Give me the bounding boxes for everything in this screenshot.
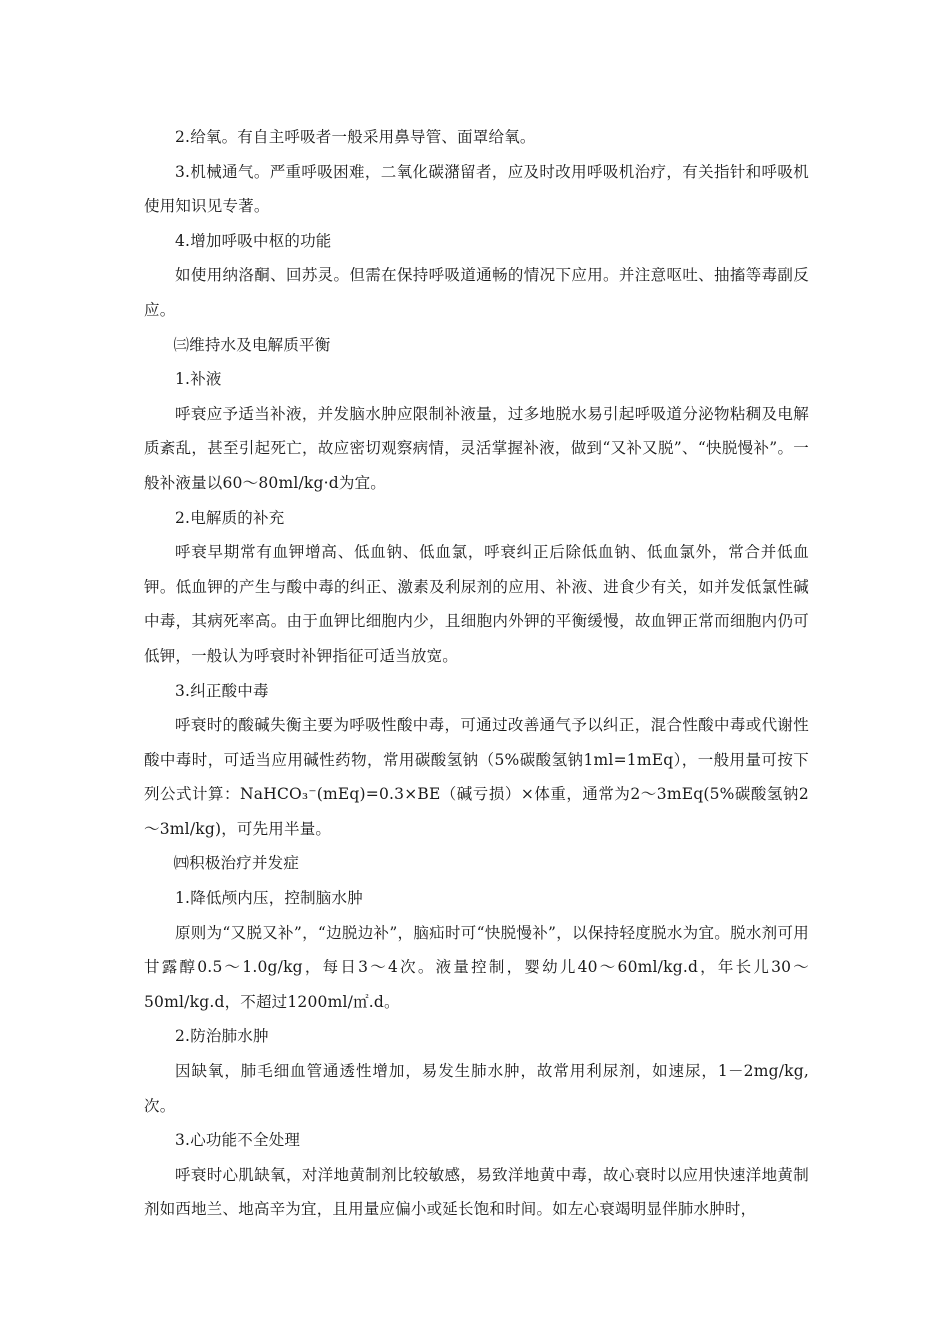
item-heart-failure: 3.心功能不全处理 [175,1131,301,1150]
section-heading-fluid-electrolyte: ㈢维持水及电解质平衡 [173,335,331,354]
document-page [144,120,809,1227]
paragraph-pulmonary-edema: 因缺氧，肺毛细血管通透性增加，易发生肺水肿，故常用利尿剂，如速尿，1－2mg/kg,次。 [144,1062,809,1115]
paragraph-fluid-replacement: 呼衰应予适当补液，并发脑水肿应限制补液量，过多地脱水易引起呼吸道分泌物粘稠及电解质紊乱，甚至引起死亡，故应密切观察病情，灵活掌握补液，做到“又补又脱”、“快脱慢补”。一般补液量以60～80ml/kg·d为宜。 [144,404,809,492]
item-mechanical-ventilation: 3.机械通气。严重呼吸困难，二氧化碳潴留者，应及时改用呼吸机治疗，有关指针和呼吸机使用知识见专著。 [144,162,809,216]
item-oxygen: 2.给氧。有自主呼吸者一般采用鼻导管、面罩给氧。 [175,128,536,146]
item-pulmonary-edema: 2.防治肺水肿 [175,1027,269,1046]
item-respiratory-center: 4.增加呼吸中枢的功能 [175,231,332,250]
paragraph-respiratory-center: 如使用纳洛酮、回苏灵。但需在保持呼吸道通畅的情况下应用。并注意呕吐、抽搐等毒副反应。 [144,266,809,319]
item-intracranial-pressure: 1.降低颅内压，控制脑水肿 [175,889,363,908]
paragraph-heart-failure: 呼衰时心肌缺氧，对洋地黄制剂比较敏感，易致洋地黄中毒，故心衰时以应用快速洋地黄制剂如西地兰、地高辛为宜，且用量应偏小或延长饱和时间。如左心衰竭明显伴肺水肿时， [144,1165,809,1219]
section-heading-complications: ㈣积极治疗并发症 [173,854,300,873]
paragraph-acidosis: 呼衰时的酸碱失衡主要为呼吸性酸中毒，可通过改善通气予以纠正，混合性酸中毒或代谢性酸中毒时，可适当应用碱性药物，常用碳酸氢钠（5%碳酸氢钠1ml=1mEq），一般用量可按下列公式计算：NaHCO₃⁻(mEq)=0.3×BE（碱亏损）×体重，通常为2～3mEq(5%碳酸氢钠2～3ml/kg)，可先用半量。 [144,716,809,838]
paragraph-electrolyte: 呼衰早期常有血钾增高、低血钠、低血氯，呼衰纠正后除低血钠、低血氯外，常合并低血钾。低血钾的产生与酸中毒的纠正、激素及利尿剂的应用、补液、进食少有关，如并发低氯性碱中毒，其病死率高。由于血钾比细胞内少，且细胞内外钾的平衡缓慢，故血钾正常而细胞内仍可低钾，一般认为呼衰时补钾指征可适当放宽。 [144,543,809,665]
paragraph-intracranial-pressure: 原则为“又脱又补”，“边脱边补”，脑疝时可“快脱慢补”，以保持轻度脱水为宜。脱水剂可用甘露醇0.5～1.0g/kg，每日3～4次。液量控制，婴幼儿40～60ml/kg.d，年长儿30～50ml/kg.d，不超过1200ml/㎡.d。 [144,923,809,1011]
item-acidosis: 3.纠正酸中毒 [175,681,269,700]
item-fluid-replacement: 1.补液 [175,370,222,389]
item-electrolyte: 2.电解质的补充 [175,508,285,527]
